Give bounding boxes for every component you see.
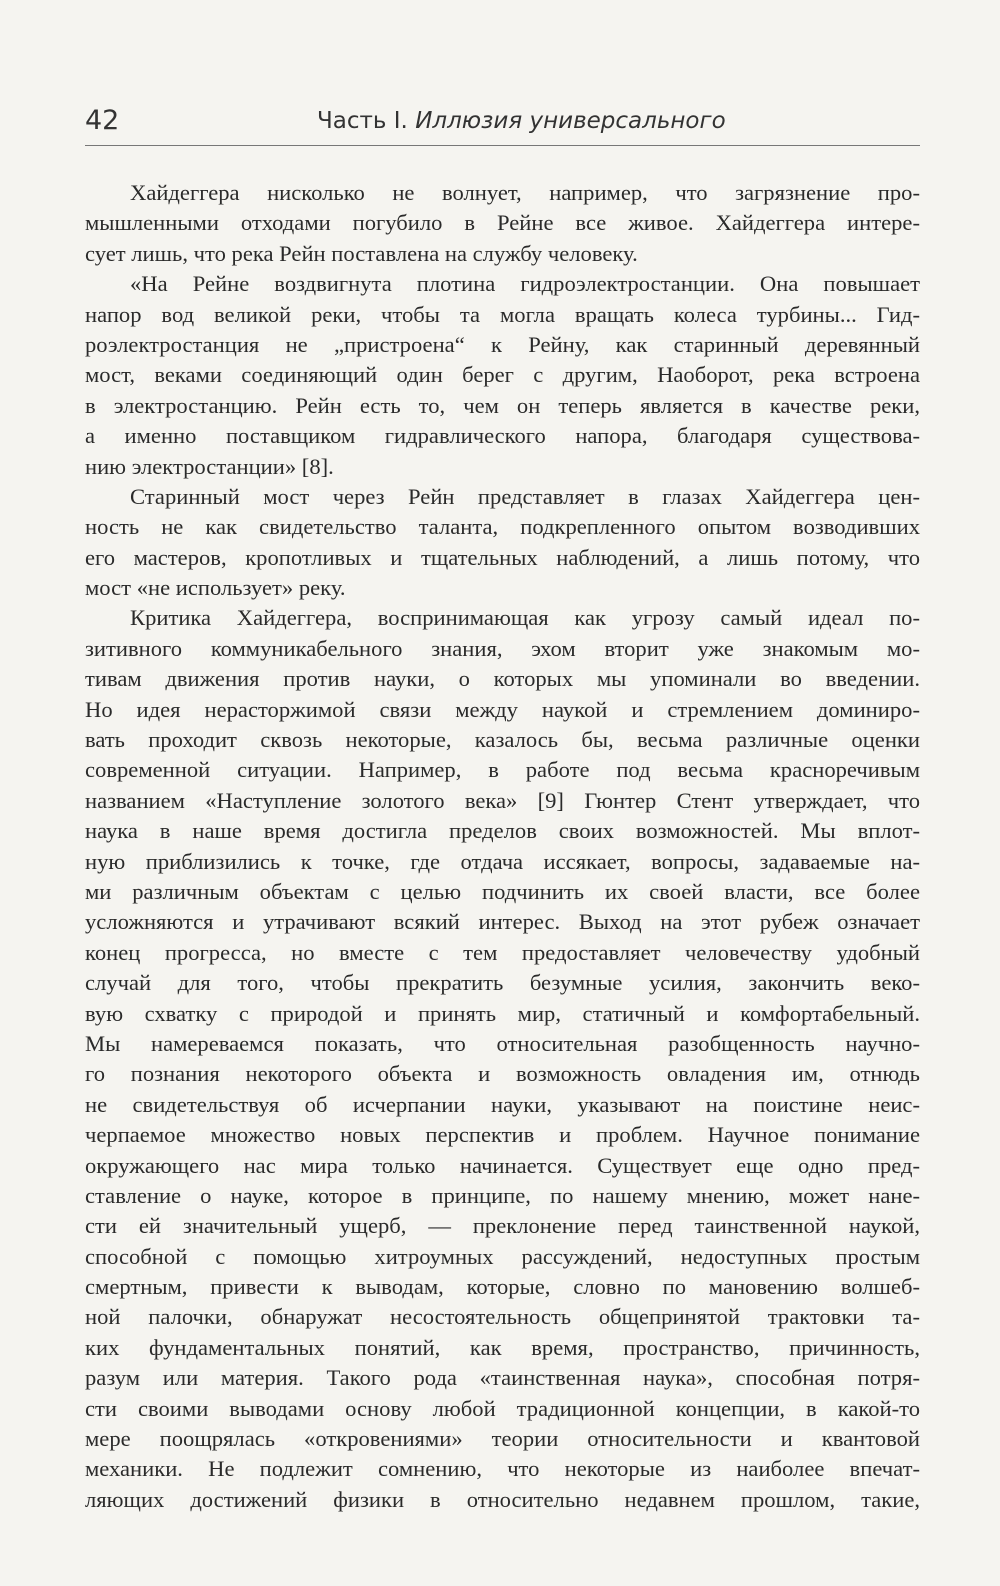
text-line: Но идея нерасторжимой связи между наукой и стремлением доминиро- [85,696,920,722]
body-text [85,178,920,1515]
text-line: конец прогресса, но вместе с тем предоставляет человечеству удобный [85,939,920,965]
text-line: механики. Не подлежит сомнению, что некоторые из наиболее впечат- [85,1456,920,1482]
text-line: вую схватку с природой и принять мир, статичный и комфортабельный. [85,1000,920,1026]
part-title [317,103,726,139]
page-number: 42 [85,105,120,136]
text-line: мост, веками соединяющий один берег с другим, Наоборот, река встроена [85,362,920,388]
text-line: усложняются и утрачивают всякий интерес. Выход на этот рубеж означает [85,909,920,935]
text-line: Старинный мост через Рейн представляет в глазах Хайдеггера цен- [130,483,920,509]
text-line: ной палочки, обнаружат несостоятельность общепринятой трактовки та- [85,1304,920,1330]
text-line: ми различным объектам с целью подчинить их своей власти, все более [85,878,920,904]
text-line: ность не как свидетельство таланта, подкрепленного опытом возводивших [85,514,920,540]
text-line: наука в наше время достигла пределов своих возможностей. Мы вплот- [85,818,920,844]
text-line: «На Рейне воздвигнута плотина гидроэлектростанции. Она повышает [130,271,920,297]
text-line: случай для того, чтобы прекратить безумные усилия, закончить веко- [85,970,920,996]
text-line: его мастеров, кропотливых и тщательных наблюдений, а лишь потому, что [85,544,920,570]
text-line: Критика Хайдеггера, воспринимающая как угрозу самый идеал по- [130,605,920,631]
text-line: современной ситуации. Например, в работе под весьма красноречивым [85,757,920,783]
text-line: нию электростанции» [8]. [85,453,334,479]
text-line: вать проходит сквозь некоторые, казалось бы, весьма различные оценки [85,727,920,753]
text-line: ставление о науке, которое в принципе, по нашему мнению, может нане- [85,1182,920,1208]
text-line: а именно поставщиком гидравлического напора, благодаря существова- [85,423,920,449]
text-line: мере поощрялась «откровениями» теории относительности и квантовой [85,1426,920,1452]
text-line: Мы намереваемся показать, что относительная разобщенность научно- [85,1030,920,1056]
part-label: Часть I. [317,108,408,134]
text-line: тивам движения против науки, о которых мы упоминали во введении. [85,666,920,692]
text-line: окружающего нас мира только начинается. Существует еще одно пред- [85,1152,920,1178]
text-line: не свидетельствуя об исчерпании науки, указывают на поистине неис- [85,1091,920,1117]
text-line: сти ей значительный ущерб, — преклонение перед таинственной наукой, [85,1213,920,1239]
text-line: способной с помощью хитроумных рассуждений, недоступных простым [85,1243,920,1269]
text-line: в электростанцию. Рейн есть то, чем он теперь является в качестве реки, [85,392,920,418]
text-line: ную приблизились к точке, где отдача иссякает, вопросы, задаваемые на- [85,848,920,874]
part-name: Иллюзия универсального [415,108,726,134]
running-head [85,103,920,139]
text-line: сти своими выводами основу любой традиционной концепции, в какой-то [85,1395,920,1421]
text-line: ляющих достижений физики в относительно недавнем прошлом, такие, [85,1486,920,1512]
text-line: ких фундаментальных понятий, как время, пространство, причинность, [85,1334,920,1360]
text-line: разум или материя. Такого рода «таинственная наука», способная потря- [85,1365,920,1391]
text-line: названием «Наступление золотого века» [9] Гюнтер Стент утверждает, что [85,787,920,813]
text-line: зитивного коммуникабельного знания, эхом вторит уже знакомым мо- [85,635,920,661]
text-line: Хайдеггера нисколько не волнует, например, что загрязнение про- [130,180,920,205]
text-line: сует лишь, что река Рейн поставлена на службу человеку. [85,240,638,266]
text-line: напор вод великой реки, чтобы та могла вращать колеса турбины... Гид- [85,301,920,327]
text-line: мышленными отходами погубило в Рейне все живое. Хайдеггера интере- [85,210,920,236]
text-line: роэлектростанция не „пристроена“ к Рейну, как старинный деревянный [85,331,920,357]
text-line: смертным, привести к выводам, которые, словно по мановению волшеб- [85,1274,920,1300]
text-line: го познания некоторого объекта и возможность овладения им, отнюдь [85,1061,920,1087]
header-rule [85,145,920,146]
text-line: черпаемое множество новых перспектив и проблем. Научное понимание [85,1122,920,1148]
text-line: мост «не использует» реку. [85,575,346,601]
